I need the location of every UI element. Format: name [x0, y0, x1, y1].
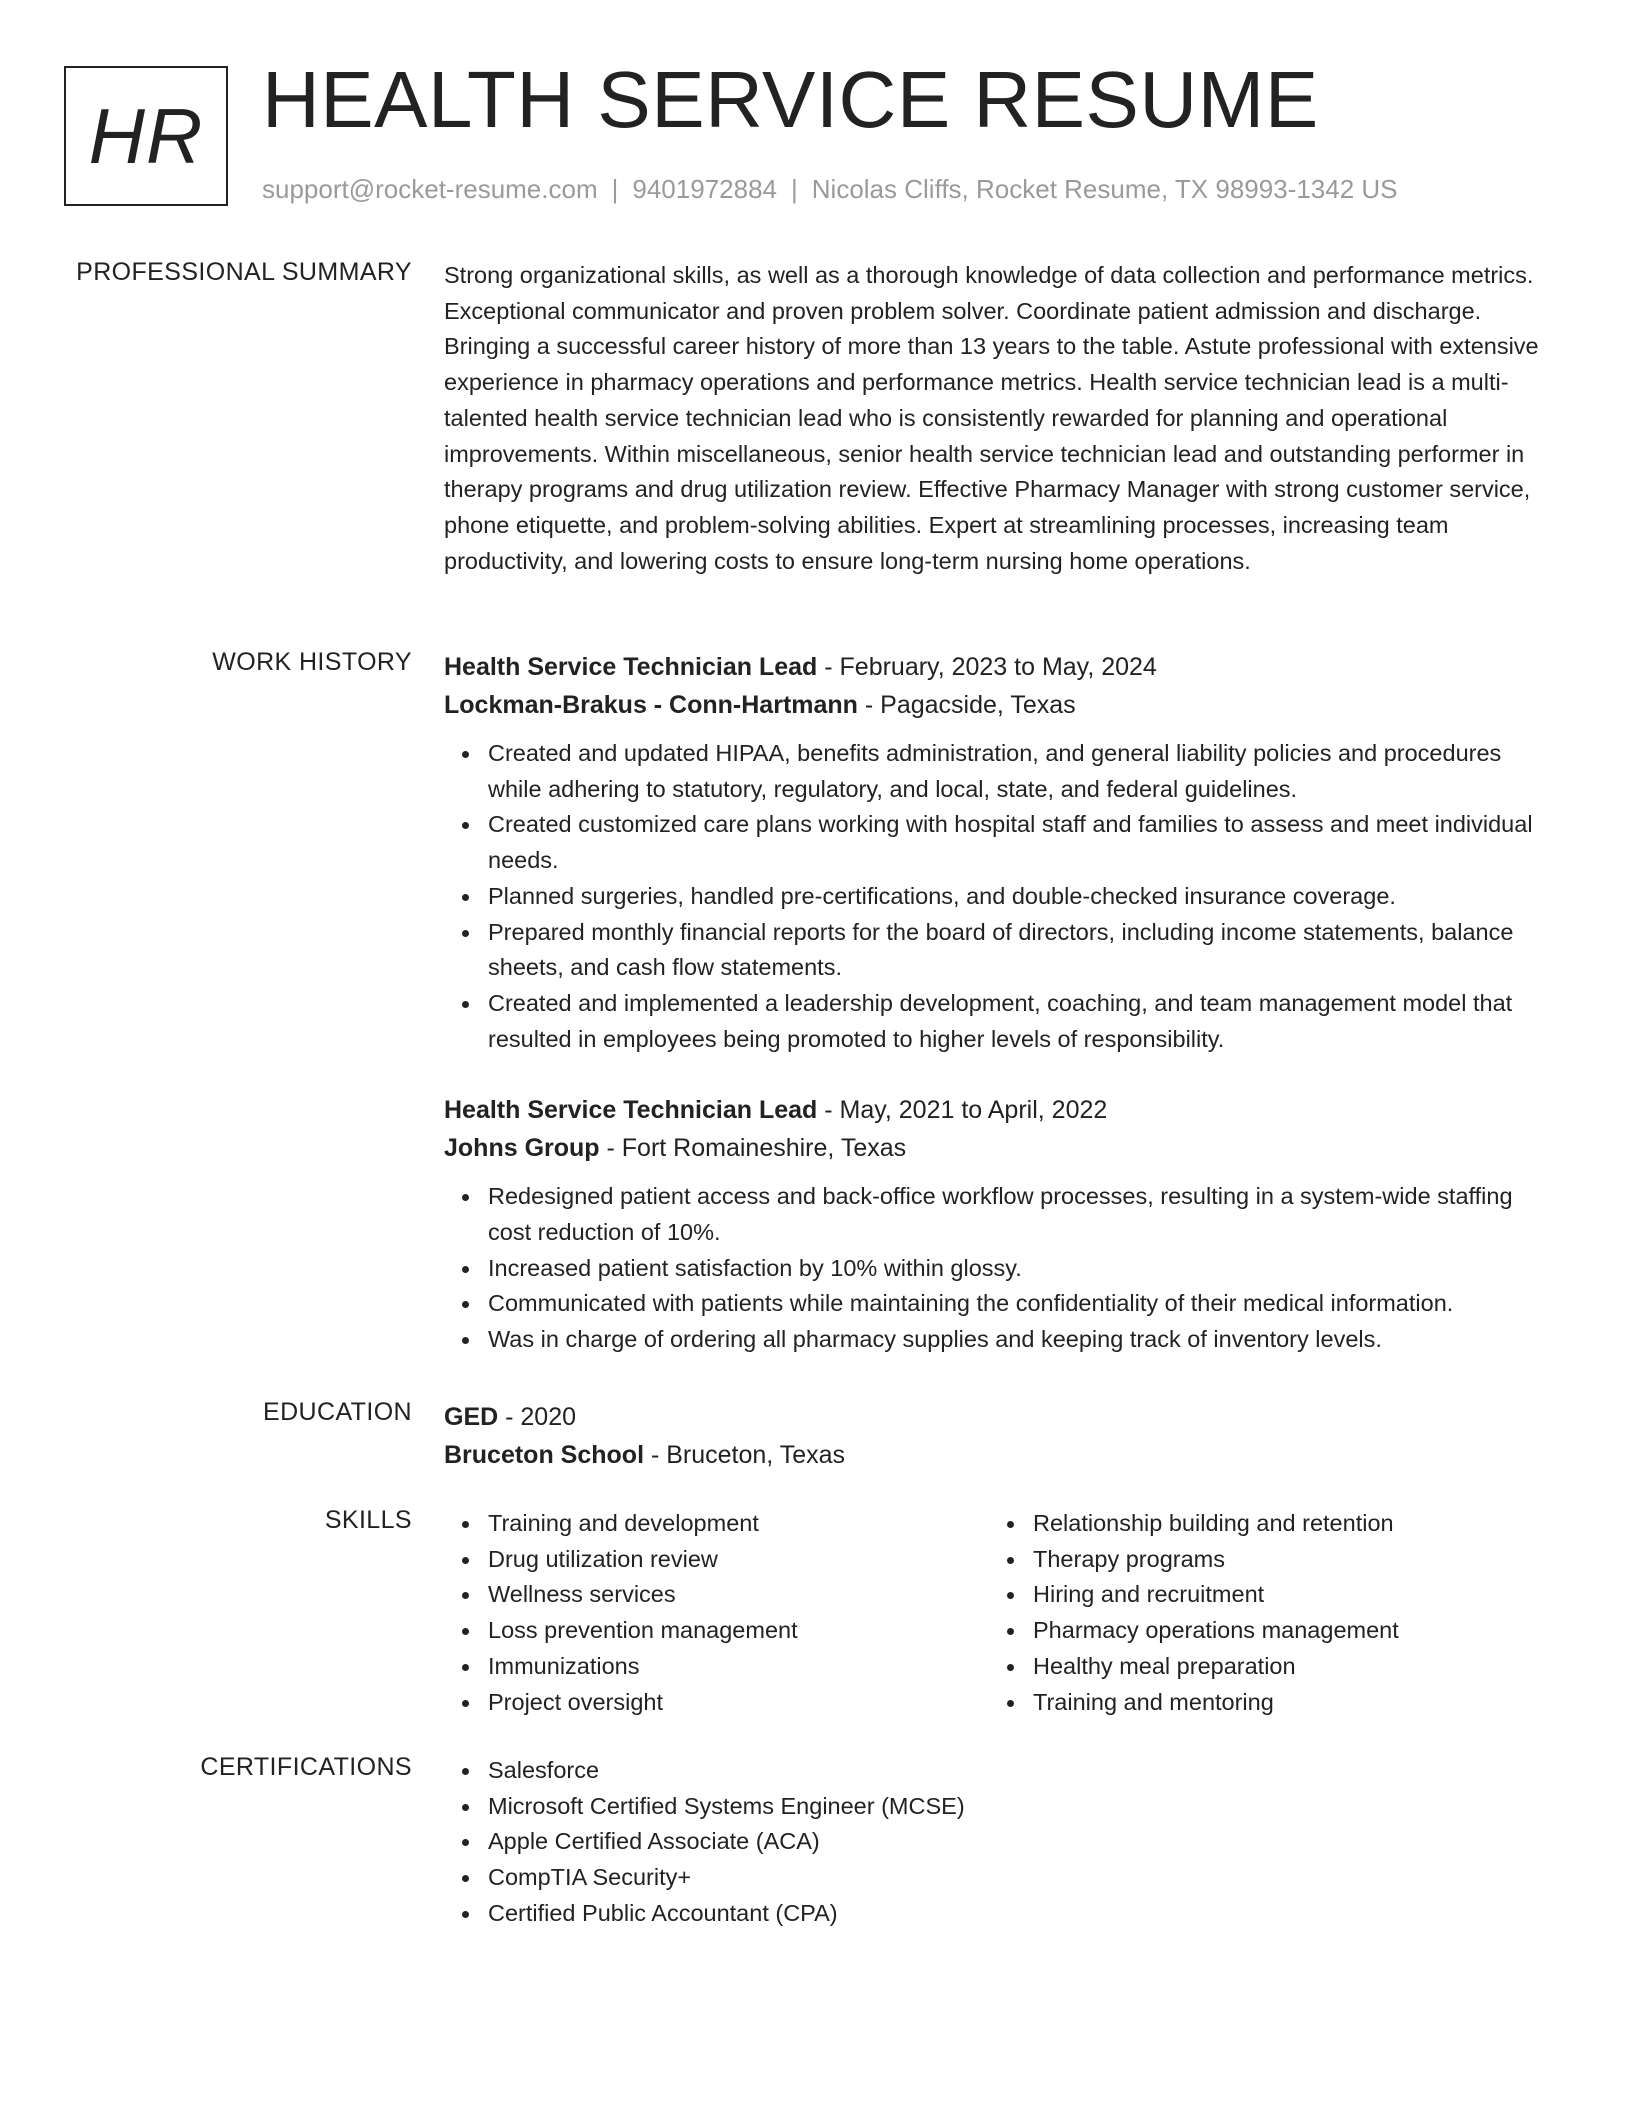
skill-item: Training and development: [488, 1506, 989, 1542]
job-bullet: Created customized care plans working with hospital staff and families to assess and meet individual needs.: [488, 807, 1556, 878]
contact-email[interactable]: support@rocket-resume.com: [262, 174, 598, 204]
summary-title: PROFESSIONAL SUMMARY: [76, 258, 412, 286]
education-school-line: [444, 1436, 1556, 1474]
skill-item: Loss prevention management: [488, 1613, 989, 1649]
education-degree-line: [444, 1398, 1556, 1436]
job-bullet: Created and updated HIPAA, benefits administration, and general liability policies and procedures while adhering to statutory, regulatory, and local, state, and federal guidelines.: [488, 736, 1556, 807]
job-dates: - February, 2023 to May, 2024: [817, 653, 1157, 681]
job-role-line: [444, 648, 1556, 686]
job-bullets: [444, 736, 1556, 1057]
skills-title: SKILLS: [324, 1506, 412, 1534]
job-dates: - May, 2021 to April, 2022: [817, 1096, 1108, 1125]
job-bullets: [444, 1179, 1556, 1358]
monogram-text: HR: [88, 91, 204, 180]
certification-item: Certified Public Accountant (CPA): [488, 1896, 1556, 1932]
skills-body: [444, 1506, 1556, 1720]
job-company: Johns Group: [444, 1134, 600, 1163]
certification-item: CompTIA Security+: [488, 1860, 1556, 1896]
contact-line: [262, 174, 1398, 205]
skills-column-2: [989, 1506, 1509, 1720]
contact-phone[interactable]: 9401972884: [632, 174, 777, 204]
skill-item: Training and mentoring: [1033, 1685, 1509, 1721]
education-school: Bruceton School: [444, 1441, 645, 1469]
job-company: Lockman-Brakus - Conn-Hartmann: [444, 691, 858, 719]
work-history-body: [444, 648, 1556, 1358]
job-bullet: Planned surgeries, handled pre-certifications, and double-checked insurance coverage.: [488, 879, 1556, 915]
job-role: Health Service Technician Lead: [444, 653, 818, 681]
job-company-line: [444, 1129, 1556, 1167]
work-history-title: WORK HISTORY: [212, 648, 412, 676]
job-bullet: Redesigned patient access and back-office workflow processes, resulting in a system-wide staffing cost reduction of 10%.: [488, 1179, 1556, 1250]
contact-separator: |: [611, 174, 619, 204]
skill-item: Pharmacy operations management: [1033, 1613, 1509, 1649]
skills-list: [989, 1506, 1509, 1720]
certification-item: Apple Certified Associate (ACA): [488, 1824, 1556, 1860]
skill-item: Project oversight: [488, 1685, 989, 1721]
skill-item: Therapy programs: [1033, 1542, 1509, 1578]
job-role-line: [444, 1091, 1556, 1129]
summary-text: Strong organizational skills, as well as a thorough knowledge of data collection and performance metrics. Exceptional communicator and proven problem solver. Coordinate patient admission and discharge. Bringing a successful career history of more than 13 years to the table. Astute professional with extensive experience in pharmacy operations and performance metrics. Health service technician lead is a multi-talented health service technician lead who is consistently rewarded for planning and operational improvements. Within miscellaneous, senior health service technician lead and outstanding performer in therapy programs and drug utilization review. Effective Pharmacy Manager with strong customer service, phone etiquette, and problem-solving abilities. Expert at streamlining processes, increasing team productivity, and lowering costs to ensure long-term nursing home operations.: [444, 262, 1539, 574]
certification-item: Microsoft Certified Systems Engineer (MCSE): [488, 1789, 1556, 1825]
education-degree: GED: [444, 1403, 499, 1431]
contact-separator: |: [791, 174, 798, 204]
job-bullet: Increased patient satisfaction by 10% within glossy.: [488, 1251, 1556, 1287]
job-entry: [444, 648, 1556, 1057]
job-entry: [444, 1091, 1556, 1358]
certification-item: Salesforce: [488, 1753, 1556, 1789]
certifications-title: CERTIFICATIONS: [200, 1753, 412, 1781]
skill-item: Immunizations: [488, 1649, 989, 1685]
skill-item: Wellness services: [488, 1577, 989, 1613]
job-location: - Pagacside, Texas: [857, 691, 1076, 719]
skill-item: Drug utilization review: [488, 1542, 989, 1578]
job-bullet: Communicated with patients while maintaining the confidentiality of their medical information.: [488, 1286, 1556, 1322]
monogram-box: [64, 66, 228, 206]
skill-item: Healthy meal preparation: [1033, 1649, 1509, 1685]
education-title: EDUCATION: [263, 1398, 412, 1426]
skill-item: Relationship building and retention: [1033, 1506, 1509, 1542]
education-year: - 2020: [498, 1403, 577, 1431]
skills-list: [444, 1506, 989, 1720]
certifications-body: [444, 1753, 1556, 1932]
job-bullet: Was in charge of ordering all pharmacy supplies and keeping track of inventory levels.: [488, 1322, 1556, 1358]
job-role: Health Service Technician Lead: [444, 1096, 818, 1125]
job-location: - Fort Romaineshire, Texas: [599, 1134, 907, 1163]
job-company-line: [444, 686, 1556, 724]
resume-title: HEALTH SERVICE RESUME: [262, 55, 1319, 144]
education-location: - Bruceton, Texas: [644, 1441, 846, 1469]
skill-item: Hiring and recruitment: [1033, 1577, 1509, 1613]
skills-column-1: [444, 1506, 989, 1720]
certifications-list: [444, 1753, 1556, 1932]
education-body: [444, 1398, 1556, 1474]
job-bullet: Prepared monthly financial reports for the board of directors, including income statements, balance sheets, and cash flow statements.: [488, 915, 1556, 986]
summary-body: [444, 258, 1556, 579]
job-bullet: Created and implemented a leadership development, coaching, and team management model that resulted in employees being promoted to higher levels of responsibility.: [488, 986, 1556, 1057]
contact-address: Nicolas Cliffs, Rocket Resume, TX 98993-1342 US: [811, 174, 1398, 204]
